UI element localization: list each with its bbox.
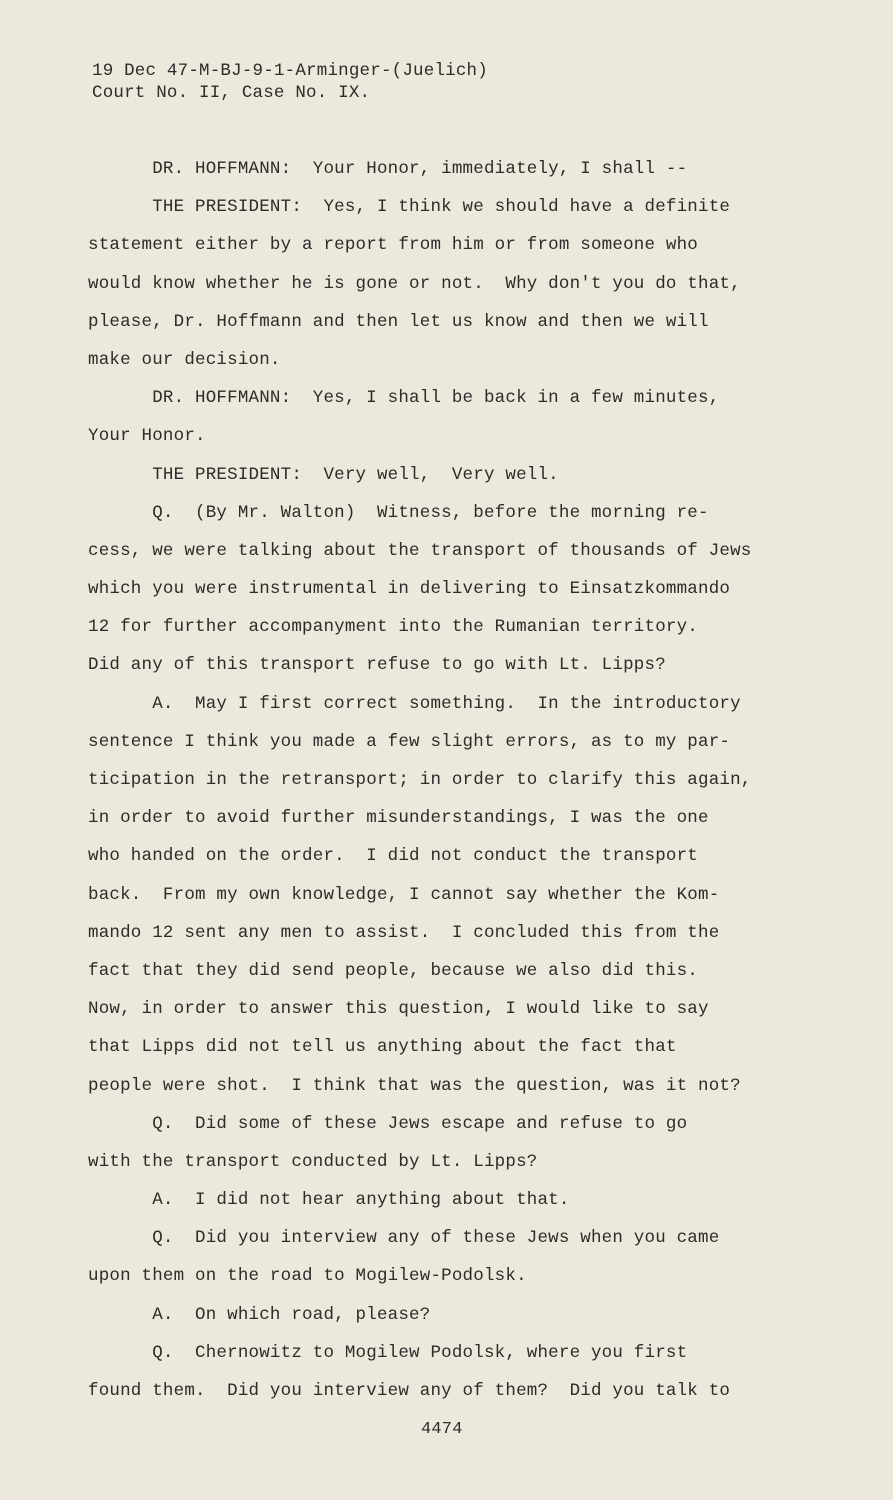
transcript-line: Q. Did some of these Jews escape and refuse to go xyxy=(88,1113,688,1134)
transcript-line: DR. HOFFMANN: Yes, I shall be back in a few minutes, xyxy=(88,388,720,409)
transcript-line: A. May I first correct something. In the introductory xyxy=(88,693,741,714)
header-line-date: 19 Dec 47-M-BJ-9-1-Arminger-(Juelich) xyxy=(92,61,488,81)
page-number: 4474 xyxy=(421,1420,463,1439)
transcript-line: cess, we were talking about the transport of thousands of Jews xyxy=(88,540,752,561)
transcript-line: people were shot. I think that was the question, was it not? xyxy=(88,1075,741,1096)
transcript-line: Your Honor. xyxy=(88,426,206,447)
transcript-line: which you were instrumental in delivering to Einsatzkommando xyxy=(88,579,731,600)
transcript-line: upon them on the road to Mogilew-Podolsk. xyxy=(88,1266,527,1287)
transcript-line: 12 for further accompanyment into the Rumanian territory. xyxy=(88,617,698,638)
transcript-line: Q. (By Mr. Walton) Witness, before the morning re- xyxy=(88,502,709,523)
transcript-line: Q. Did you interview any of these Jews when you came xyxy=(88,1228,720,1249)
transcript-line: THE PRESIDENT: Yes, I think we should have a definite xyxy=(88,197,731,218)
transcript-body xyxy=(88,150,818,1410)
transcript-line: who handed on the order. I did not conduct the transport xyxy=(88,846,698,867)
transcript-line: ticipation in the retransport; in order to clarify this again, xyxy=(88,770,752,790)
transcript-line: A. I did not hear anything about that. xyxy=(88,1190,570,1211)
transcript-line: Did any of this transport refuse to go with Lt. Lipps? xyxy=(88,655,666,676)
transcript-line: mando 12 sent any men to assist. I concluded this from the xyxy=(88,922,720,943)
transcript-line: please, Dr. Hoffmann and then let us know and then we will xyxy=(88,311,709,332)
transcript-line: A. On which road, please? xyxy=(88,1304,431,1325)
transcript-line: back. From my own knowledge, I cannot say whether the Kom- xyxy=(88,884,720,905)
transcript-line: Q. Chernowitz to Mogilew Podolsk, where you first xyxy=(88,1342,688,1363)
transcript-line: that Lipps did not tell us anything about the fact that xyxy=(88,1037,677,1058)
transcript-line: found them. Did you interview any of them? Did you talk to xyxy=(88,1381,731,1401)
transcript-line: DR. HOFFMANN: Your Honor, immediately, I shall -- xyxy=(88,159,688,179)
transcript-line: fact that they did send people, because we also did this. xyxy=(88,960,698,981)
transcript-line: would know whether he is gone or not. Why don't you do that, xyxy=(88,273,741,294)
header-line-court: Court No. II, Case No. IX. xyxy=(92,83,371,103)
transcript-line: THE PRESIDENT: Very well, Very well. xyxy=(88,464,559,485)
transcript-line: Now, in order to answer this question, I would like to say xyxy=(88,999,709,1020)
document-header xyxy=(92,60,488,104)
transcript-line: with the transport conducted by Lt. Lipps? xyxy=(88,1151,538,1172)
transcript-line: sentence I think you made a few slight errors, as to my par- xyxy=(88,731,731,752)
transcript-line: make our decision. xyxy=(88,349,281,370)
transcript-line: statement either by a report from him or from someone who xyxy=(88,235,698,256)
transcript-line: in order to avoid further misunderstandings, I was the one xyxy=(88,808,709,829)
